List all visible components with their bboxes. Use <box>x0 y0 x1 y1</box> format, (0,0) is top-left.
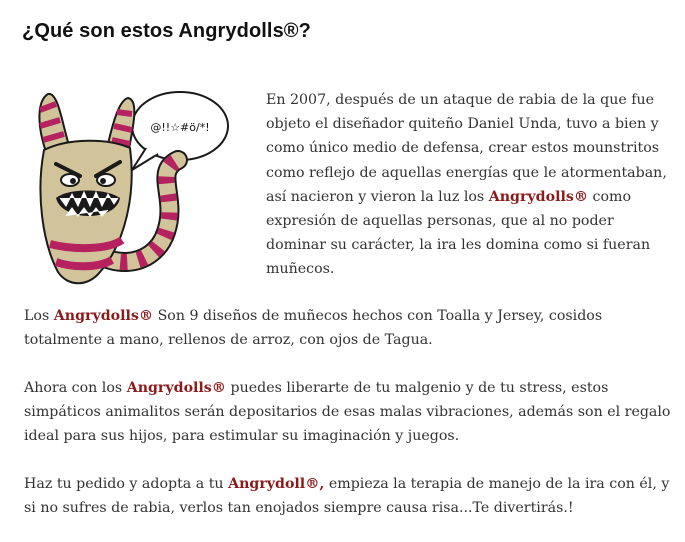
angry-monster-doll-icon <box>28 82 258 292</box>
paragraph-text: Haz tu pedido y adopta a tu <box>24 476 229 492</box>
paragraph-line: simpáticos animalitos serán depositarios de esas malas vibraciones, además son el regalo <box>24 404 671 421</box>
page-title: ¿Qué son estos Angrydolls®? <box>22 20 311 42</box>
paragraph-line <box>24 472 669 496</box>
paragraph-text: Los <box>24 308 54 324</box>
paragraph-line <box>24 376 669 400</box>
paragraph-line: ideal para sus hijos, para estimular su imaginación y juegos. <box>24 428 460 445</box>
intro-line: objeto el diseñador quiteño Daniel Unda, tuvo a bien y <box>266 116 659 133</box>
speech-bubble-text: @!!☆#ö/*! <box>150 121 210 134</box>
order-paragraph <box>24 472 669 520</box>
intro-line: dominar su carácter, la ira les domina como si fueran <box>266 237 651 254</box>
brand-name: Angrydolls® <box>488 188 589 205</box>
intro-line: expresión de aquellas personas, que al no poder <box>266 213 614 230</box>
intro-line: En 2007, después de un ataque de rabia de la que fue <box>266 92 655 108</box>
brand-name: Angrydoll®, <box>228 476 325 492</box>
paragraph-text: empieza la terapia de manejo de la ira con él, y <box>324 476 670 492</box>
paragraph-text: Ahora con los <box>24 380 127 396</box>
intro-line: como único medio de defensa, crear estos mounstritos <box>266 140 660 157</box>
paragraph-text: Son 9 diseños de muñecos hechos con Toalla y Jersey, cosidos <box>153 308 603 324</box>
intro-line <box>266 185 671 209</box>
paragraph-line: si no sufres de rabia, verlos tan enojados siempre causa risa...Te divertirás.! <box>24 500 574 517</box>
intro-text: así nacieron y vieron la luz los <box>266 188 489 205</box>
paragraph-line <box>24 304 669 328</box>
intro-text: como <box>588 188 632 205</box>
benefits-paragraph <box>24 376 669 449</box>
paragraph-text: puedes liberarte de tu malgenio y de tu stress, estos <box>226 380 609 396</box>
paragraph-line: totalmente a mano, rellenos de arroz, con ojos de Tagua. <box>24 332 433 349</box>
brand-name: Angrydolls® <box>53 308 154 324</box>
intro-line: como reflejo de aquellas energías que le atormentaban, <box>266 164 667 181</box>
materials-paragraph <box>24 304 669 352</box>
brand-name: Angrydolls® <box>126 380 226 396</box>
intro-paragraph <box>266 88 671 282</box>
intro-line: muñecos. <box>266 261 335 278</box>
